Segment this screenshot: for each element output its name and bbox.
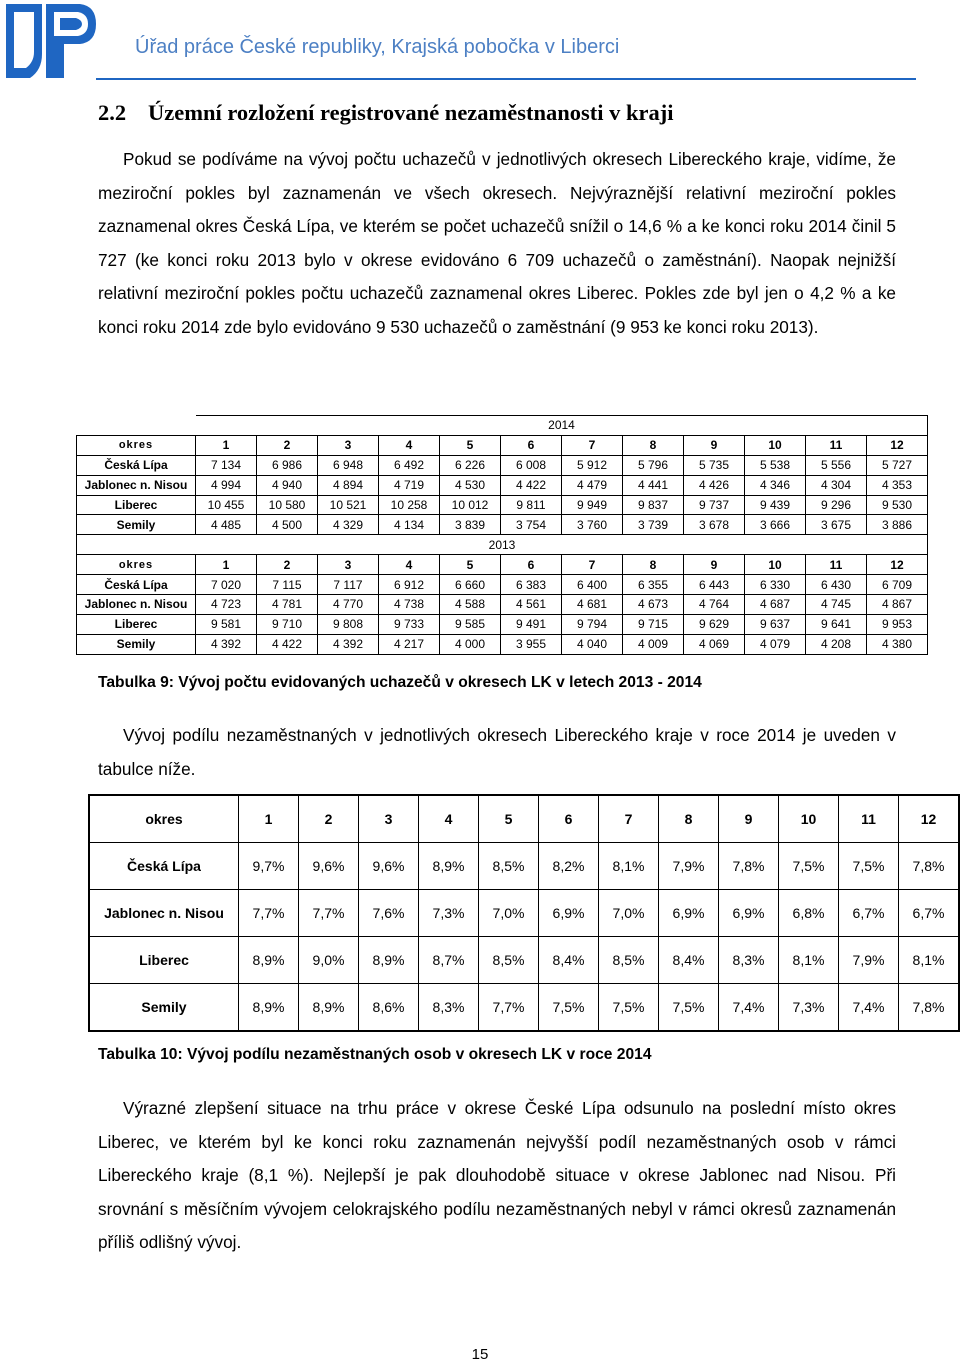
cell: 9 581 (196, 614, 257, 634)
table-row (77, 575, 928, 595)
cell: 9 491 (501, 614, 562, 634)
cell: 8,5% (479, 843, 539, 890)
up-cr-logo (2, 0, 98, 90)
cell: 4 500 (257, 515, 318, 535)
cell: 4 040 (562, 634, 623, 654)
cell: 3 678 (684, 515, 745, 535)
month-header: 5 (440, 435, 501, 455)
cell: 3 955 (501, 634, 562, 654)
cell: 6 226 (440, 455, 501, 475)
cell: 7,0% (599, 890, 659, 937)
cell: 9 530 (867, 495, 928, 515)
cell: 7,5% (659, 984, 719, 1032)
table10-caption: Tabulka 10: Vývoj podílu nezaměstnaných osob v okresech LK v roce 2014 (98, 1046, 652, 1063)
month-header: 12 (899, 795, 960, 843)
month-header: 11 (806, 435, 867, 455)
cell: 6 443 (684, 575, 745, 595)
table-row (89, 843, 959, 890)
cell: 7,0% (479, 890, 539, 937)
table-row (77, 455, 928, 475)
cell: 7,6% (359, 890, 419, 937)
month-header: 7 (599, 795, 659, 843)
cell: 9 733 (379, 614, 440, 634)
month-header: 2 (257, 435, 318, 455)
cell: 5 735 (684, 455, 745, 475)
cell: 3 760 (562, 515, 623, 535)
cell: 8,6% (359, 984, 419, 1032)
cell: 6 912 (379, 575, 440, 595)
cell: 8,5% (479, 937, 539, 984)
cell: 4 000 (440, 634, 501, 654)
page-number: 15 (471, 1346, 489, 1363)
row-label: Semily (77, 515, 196, 535)
paragraph-intro-text: Pokud se podíváme na vývoj počtu uchazečů v jednotlivých okresech Libereckého kraje, vidíme, že meziroční pokles byl zaznamenán ve všech okresech. Nejvýraznější relativní meziroční pokles zaznamenal okres Česká Lípa, ve kterém se počet uchazečů snížil o 14,6 % a ke konci roku 2014 činil 5 727 (ke konci roku 2013 bylo v okrese evidováno 6 709 uchazečů o zaměstnání). Naopak nejnižší relativní meziroční pokles počtu uchazečů zaznamenal okres Liberec. Pokles zde byl jen o 4,2 % a ke konci roku 2014 zde bylo evidováno 9 530 uchazečů o zaměstnání (9 953 ke konci roku 2013). (98, 149, 896, 337)
section-number: 2.2 (98, 100, 127, 125)
cell: 5 556 (806, 455, 867, 475)
cell: 4 770 (318, 595, 379, 615)
cell: 7,4% (719, 984, 779, 1032)
cell: 4 422 (257, 634, 318, 654)
cell: 9,6% (299, 843, 359, 890)
header-divider (96, 78, 916, 80)
paragraph-intro (98, 143, 896, 344)
month-header: 2 (299, 795, 359, 843)
cell: 4 894 (318, 475, 379, 495)
cell: 7,9% (659, 843, 719, 890)
month-header: 6 (539, 795, 599, 843)
cell: 7 117 (318, 575, 379, 595)
cell: 7,5% (839, 843, 899, 890)
cell: 4 781 (257, 595, 318, 615)
table9-caption: Tabulka 9: Vývoj počtu evidovaných uchazečů v okresech LK v letech 2013 - 2014 (98, 674, 702, 691)
month-header: 3 (318, 435, 379, 455)
cell: 9 641 (806, 614, 867, 634)
cell: 8,1% (779, 937, 839, 984)
cell: 10 521 (318, 495, 379, 515)
row-label: Česká Lípa (89, 843, 239, 890)
cell: 4 561 (501, 595, 562, 615)
cell: 7,5% (539, 984, 599, 1032)
cell: 9 296 (806, 495, 867, 515)
cell: 6 430 (806, 575, 867, 595)
month-header: 11 (806, 555, 867, 575)
cell: 7,9% (839, 937, 899, 984)
cell: 6 948 (318, 455, 379, 475)
table-row (77, 595, 928, 615)
table-row (77, 515, 928, 535)
cell: 6 008 (501, 455, 562, 475)
cell: 4 380 (867, 634, 928, 654)
cell: 6 400 (562, 575, 623, 595)
month-header: 7 (562, 435, 623, 455)
year-2014-header: 2014 (196, 416, 928, 436)
section-title: Územní rozložení registrované nezaměstnanosti v kraji (148, 100, 674, 125)
cell: 4 441 (623, 475, 684, 495)
cell: 7,5% (779, 843, 839, 890)
cell: 3 666 (745, 515, 806, 535)
cell: 10 012 (440, 495, 501, 515)
cell: 9 439 (745, 495, 806, 515)
cell: 6 330 (745, 575, 806, 595)
cell: 7 134 (196, 455, 257, 475)
cell: 5 538 (745, 455, 806, 475)
cell: 9 949 (562, 495, 623, 515)
table-row (77, 475, 928, 495)
row-label: Liberec (77, 495, 196, 515)
cell: 9 953 (867, 614, 928, 634)
cell: 6,9% (659, 890, 719, 937)
cell: 9 837 (623, 495, 684, 515)
cell: 9,6% (359, 843, 419, 890)
cell: 4 719 (379, 475, 440, 495)
month-header: 7 (562, 555, 623, 575)
cell: 9 637 (745, 614, 806, 634)
cell: 9,7% (239, 843, 299, 890)
cell: 8,3% (419, 984, 479, 1032)
cell: 3 839 (440, 515, 501, 535)
cell: 7,8% (899, 984, 960, 1032)
month-header: 11 (839, 795, 899, 843)
cell: 7 115 (257, 575, 318, 595)
cell: 8,9% (239, 984, 299, 1032)
cell: 4 723 (196, 595, 257, 615)
cell: 4 422 (501, 475, 562, 495)
cell: 7,3% (779, 984, 839, 1032)
office-name: Úřad práce České republiky, Krajská pobočka v Liberci (135, 36, 620, 58)
cell: 6 383 (501, 575, 562, 595)
paragraph-share (98, 719, 896, 786)
month-header: 10 (745, 555, 806, 575)
cell: 7,3% (419, 890, 479, 937)
cell: 4 079 (745, 634, 806, 654)
row-label: Česká Lípa (77, 575, 196, 595)
applicants-table (76, 415, 928, 655)
cell: 7,5% (599, 984, 659, 1032)
okres-header: okres (89, 795, 239, 843)
cell: 7,8% (719, 843, 779, 890)
cell: 5 796 (623, 455, 684, 475)
cell: 7,8% (899, 843, 960, 890)
month-header: 8 (623, 435, 684, 455)
table-corner (77, 416, 196, 436)
month-header: 4 (379, 435, 440, 455)
cell: 10 258 (379, 495, 440, 515)
unemployment-share-table (88, 794, 960, 1032)
cell: 8,7% (419, 937, 479, 984)
cell: 4 673 (623, 595, 684, 615)
cell: 9 710 (257, 614, 318, 634)
row-label: Semily (77, 634, 196, 654)
cell: 7,4% (839, 984, 899, 1032)
cell: 9 629 (684, 614, 745, 634)
okres-header: okres (77, 435, 196, 455)
cell: 4 681 (562, 595, 623, 615)
month-header: 5 (479, 795, 539, 843)
cell: 4 738 (379, 595, 440, 615)
table-row (89, 937, 959, 984)
cell: 4 329 (318, 515, 379, 535)
cell: 6,9% (539, 890, 599, 937)
cell: 7 020 (196, 575, 257, 595)
month-header: 12 (867, 435, 928, 455)
row-label: Liberec (89, 937, 239, 984)
cell: 9 808 (318, 614, 379, 634)
month-header: 9 (684, 555, 745, 575)
cell: 6,9% (719, 890, 779, 937)
table-row (77, 634, 928, 654)
month-header: 6 (501, 555, 562, 575)
cell: 4 940 (257, 475, 318, 495)
month-header: 2 (257, 555, 318, 575)
cell: 4 530 (440, 475, 501, 495)
cell: 3 675 (806, 515, 867, 535)
cell: 3 739 (623, 515, 684, 535)
cell: 7,7% (299, 890, 359, 937)
table-row (77, 495, 928, 515)
month-header: 9 (684, 435, 745, 455)
table-row (89, 984, 959, 1032)
section-heading (98, 100, 674, 126)
cell: 4 485 (196, 515, 257, 535)
cell: 4 304 (806, 475, 867, 495)
cell: 9 585 (440, 614, 501, 634)
cell: 8,2% (539, 843, 599, 890)
row-label: Jablonec n. Nisou (77, 475, 196, 495)
cell: 4 346 (745, 475, 806, 495)
cell: 6 986 (257, 455, 318, 475)
cell: 4 426 (684, 475, 745, 495)
cell: 9 811 (501, 495, 562, 515)
cell: 10 455 (196, 495, 257, 515)
cell: 3 754 (501, 515, 562, 535)
cell: 4 208 (806, 634, 867, 654)
cell: 8,1% (899, 937, 960, 984)
cell: 5 912 (562, 455, 623, 475)
month-header: 6 (501, 435, 562, 455)
month-header: 1 (196, 555, 257, 575)
month-header: 1 (196, 435, 257, 455)
paragraph-share-text: Vývoj podílu nezaměstnaných v jednotlivých okresech Libereckého kraje v roce 2014 je uveden v tabulce níže. (98, 725, 896, 779)
cell: 4 764 (684, 595, 745, 615)
cell: 4 994 (196, 475, 257, 495)
cell: 4 479 (562, 475, 623, 495)
cell: 4 588 (440, 595, 501, 615)
cell: 6 492 (379, 455, 440, 475)
row-label: Semily (89, 984, 239, 1032)
okres-header: okres (77, 555, 196, 575)
month-header: 12 (867, 555, 928, 575)
cell: 8,9% (239, 937, 299, 984)
month-header: 8 (623, 555, 684, 575)
row-label: Jablonec n. Nisou (89, 890, 239, 937)
cell: 4 392 (318, 634, 379, 654)
cell: 4 217 (379, 634, 440, 654)
cell: 8,4% (659, 937, 719, 984)
month-header: 10 (779, 795, 839, 843)
cell: 8,9% (359, 937, 419, 984)
month-header: 8 (659, 795, 719, 843)
cell: 9 737 (684, 495, 745, 515)
cell: 8,9% (419, 843, 479, 890)
month-header: 1 (239, 795, 299, 843)
month-header: 3 (359, 795, 419, 843)
cell: 8,3% (719, 937, 779, 984)
cell: 6 355 (623, 575, 684, 595)
table-row (89, 890, 959, 937)
cell: 4 745 (806, 595, 867, 615)
cell: 10 580 (257, 495, 318, 515)
month-header: 10 (745, 435, 806, 455)
cell: 8,4% (539, 937, 599, 984)
cell: 4 392 (196, 634, 257, 654)
month-header: 4 (379, 555, 440, 575)
paragraph-conclusion-text: Výrazné zlepšení situace na trhu práce v okrese České Lípa odsunulo na poslední místo okres Liberec, ve kterém byl ke konci roku zaznamenán nejvyšší podíl nezaměstnaných osob v rámci Libereckého kraje (8,1 %). Nejlepší je pak dlouhodobě situace v okrese Jablonec nad Nisou. Při srovnání s měsíčním vývojem celokrajského podílu nezaměstnaných nebyl v rámci okresů zaznamenán příliš odlišný vývoj. (98, 1098, 896, 1252)
row-label: Česká Lípa (77, 455, 196, 475)
cell: 4 353 (867, 475, 928, 495)
year-2013-header: 2013 (77, 535, 928, 555)
paragraph-conclusion (98, 1092, 896, 1260)
cell: 6,7% (839, 890, 899, 937)
cell: 9 715 (623, 614, 684, 634)
cell: 4 069 (684, 634, 745, 654)
cell: 4 009 (623, 634, 684, 654)
row-label: Jablonec n. Nisou (77, 595, 196, 615)
cell: 7,7% (479, 984, 539, 1032)
month-header: 4 (419, 795, 479, 843)
cell: 3 886 (867, 515, 928, 535)
cell: 4 867 (867, 595, 928, 615)
cell: 6 660 (440, 575, 501, 595)
cell: 4 134 (379, 515, 440, 535)
cell: 7,7% (239, 890, 299, 937)
cell: 8,5% (599, 937, 659, 984)
cell: 6,8% (779, 890, 839, 937)
cell: 9,0% (299, 937, 359, 984)
month-header: 3 (318, 555, 379, 575)
cell: 8,1% (599, 843, 659, 890)
cell: 4 687 (745, 595, 806, 615)
cell: 6,7% (899, 890, 960, 937)
month-header: 9 (719, 795, 779, 843)
table-row (77, 614, 928, 634)
cell: 6 709 (867, 575, 928, 595)
month-header: 5 (440, 555, 501, 575)
cell: 9 794 (562, 614, 623, 634)
cell: 8,9% (299, 984, 359, 1032)
cell: 5 727 (867, 455, 928, 475)
row-label: Liberec (77, 614, 196, 634)
